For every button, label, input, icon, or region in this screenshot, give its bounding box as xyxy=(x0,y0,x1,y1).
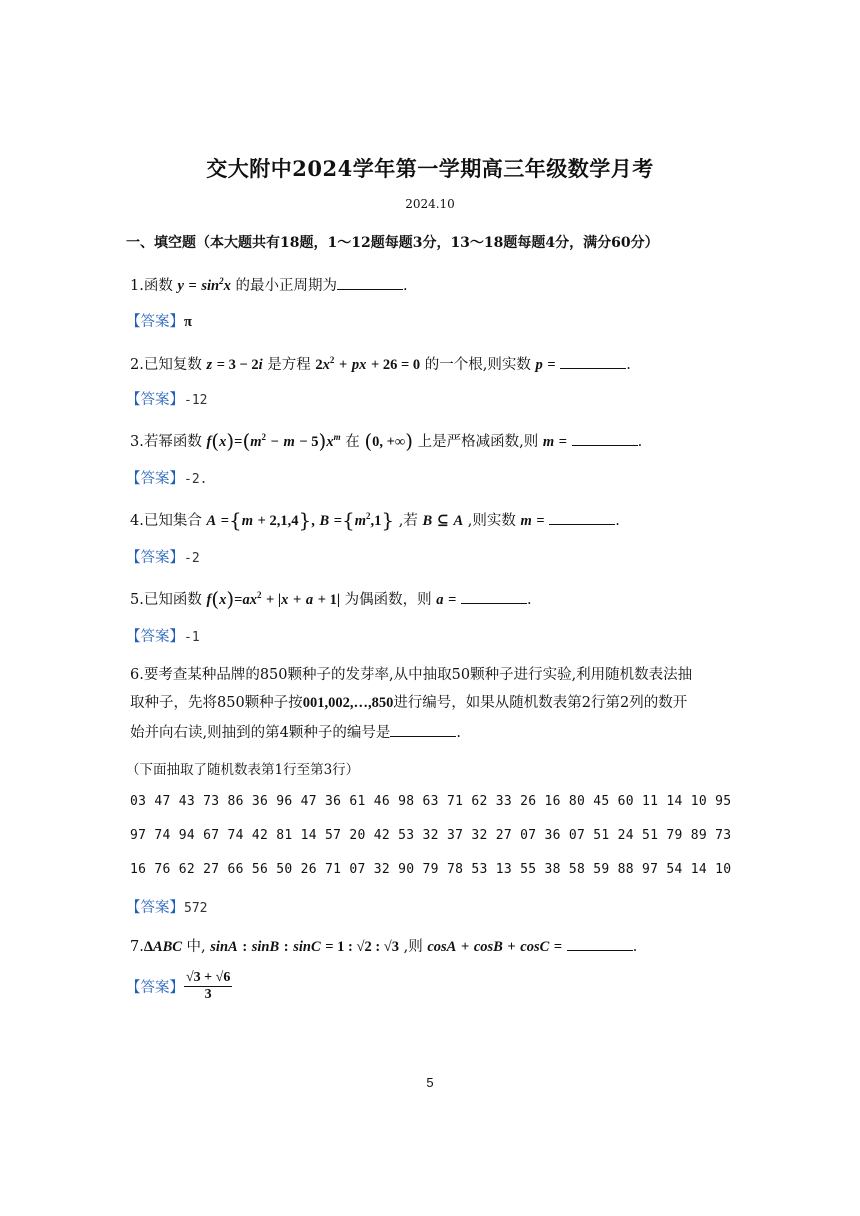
question-1: 1.函数 $y = \sin^2x$ 的最小正周期为 . xyxy=(130,276,408,294)
answer-blank xyxy=(390,724,456,737)
answer-3: 【答案】-2. xyxy=(126,471,208,487)
answer-7-fraction: $\frac{√3 + √6}{3}$ xyxy=(186,970,231,1002)
answer-blank xyxy=(549,512,615,525)
answer-5: 【答案】-1 xyxy=(126,629,200,645)
section-heading: 一、填空题（本大题共有18题，1～12题每题3分，13～18题每题4分，满分60分） xyxy=(126,235,659,251)
question-6-line-3: 始并向右读,则抽到的第4颗种子的编号是 . xyxy=(130,725,461,741)
random-table-row-2: 97 74 94 67 74 42 81 14 57 20 42 53 32 37 32 27 07 36 07 51 24 51 79 89 73 xyxy=(130,828,732,843)
question-4: 4.已知集合 A ={m + 2,1,4}, $B =\{m^2,1\}$ ,若 B ⊆ A ,则实数 m = . xyxy=(130,507,620,532)
question-6-line-2: 取种子，先将850颗种子按001,002,…,850进行编号，如果从随机数表第2行第2列的数开 xyxy=(130,695,688,711)
answer-blank xyxy=(337,277,403,290)
random-table-note: （下面抽取了随机数表第1行至第3行） xyxy=(126,762,360,778)
answer-blank xyxy=(461,591,527,604)
exam-date: 2024.10 xyxy=(405,197,455,211)
page-title: 交大附中2024学年第一学期高三年级数学月考 xyxy=(206,156,654,181)
answer-4: 【答案】-2 xyxy=(126,550,200,566)
question-6-line-1: 6.要考查某种品牌的850颗种子的发芽率,从中抽取50颗种子进行实验,利用随机数表法抽 xyxy=(130,667,693,683)
answer-2: 【答案】-12 xyxy=(126,392,208,408)
question-5: 5.已知函数 $f(x)=ax^2 + |x + a + 1|$ 为偶函数，则 a = . xyxy=(130,586,532,611)
answer-blank xyxy=(560,356,626,369)
random-table-row-3: 16 76 62 27 66 56 50 26 71 07 32 90 79 78 53 13 55 38 58 59 88 97 54 14 10 xyxy=(130,862,732,877)
answer-6: 【答案】572 xyxy=(126,900,208,916)
question-7: 7.ΔABC 中, sinA : sinB : sinC = 1 : √2 : √3 ,则 cosA + cosB + cosC = . xyxy=(130,939,638,955)
answer-7: 【答案】 $\frac{√3 + √6}{3}$ xyxy=(126,970,231,1002)
question-3: 3.若幂函数 $f(x)=(m^2 - m - 5)x^m$ 在 (0, +∞) 上是严格减函数,则 m = . xyxy=(130,428,643,453)
answer-blank xyxy=(567,938,633,951)
answer-1: 【答案】π xyxy=(126,314,192,330)
question-2: 2.已知复数 z = 3 − 2i 是方程 $2x^2$ + px + 26 = 0 的一个根,则实数 p = . xyxy=(130,355,631,373)
answer-blank xyxy=(572,433,638,446)
page-number: 5 xyxy=(426,1075,434,1090)
random-table-row-1: 03 47 43 73 86 36 96 47 36 61 46 98 63 71 62 33 26 16 80 45 60 11 14 10 95 xyxy=(130,794,732,809)
